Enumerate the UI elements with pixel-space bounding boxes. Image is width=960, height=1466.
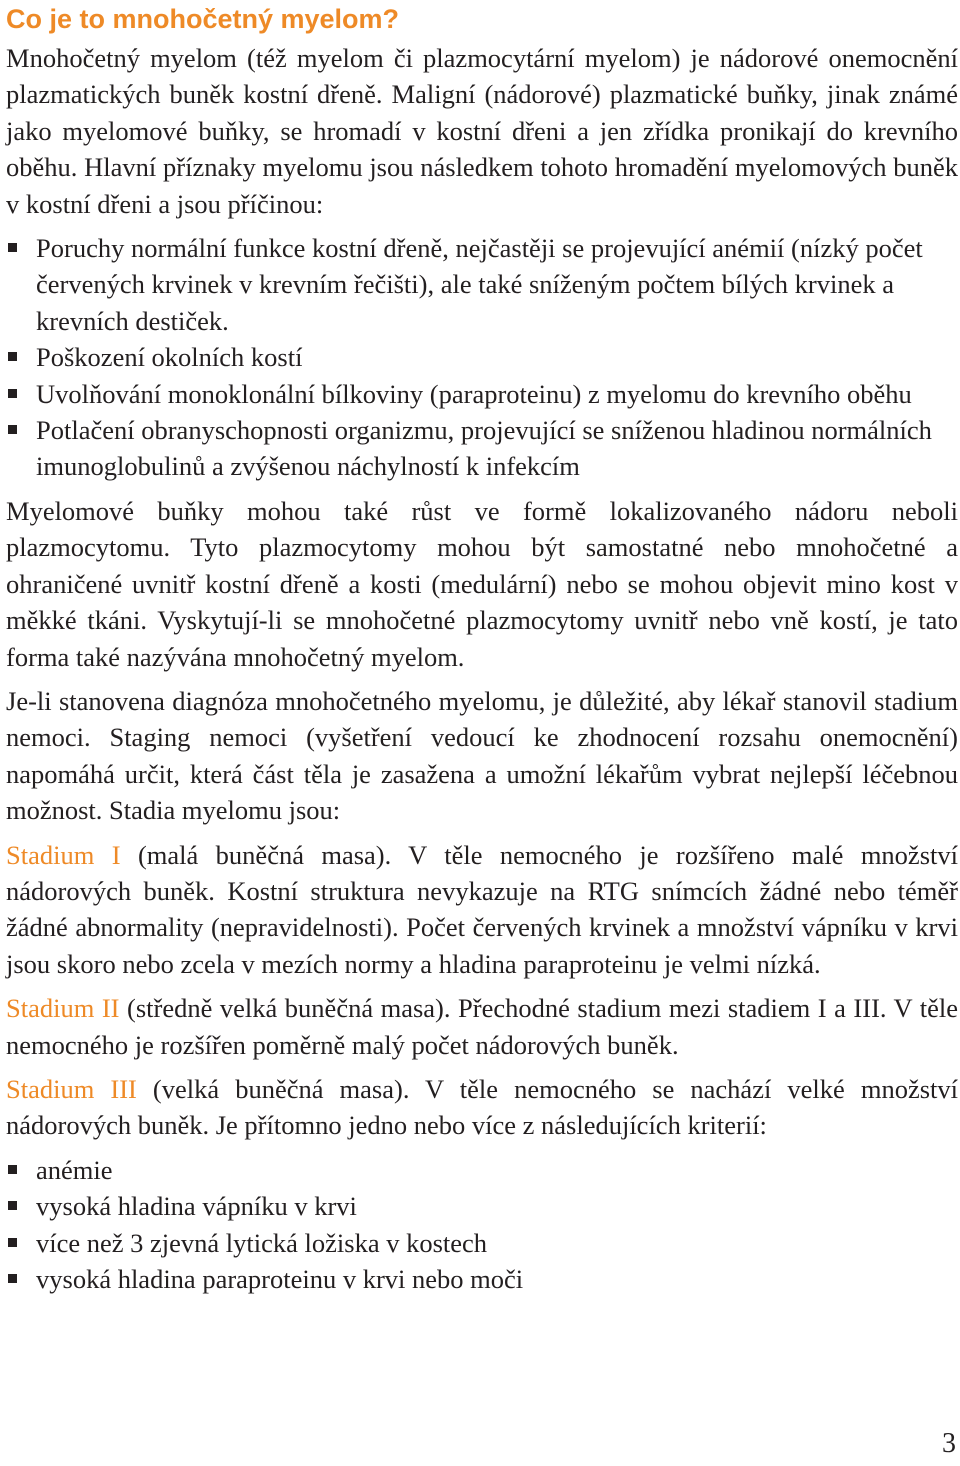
list-item: Poruchy normální funkce kostní dřeně, nejčastěji se projevující anémií (nízký počet červených krvinek v krevním řečišti), ale také sníženým počtem bílých krvinek a krevních destiček. xyxy=(6,230,958,339)
list-item: vysoká hladina paraproteinu v krvi nebo moči xyxy=(6,1261,958,1297)
list-item: Potlačení obranyschopnosti organizmu, projevující se sníženou hladinou normálních imunoglobulinů a zvýšenou náchylností k infekcím xyxy=(6,412,958,485)
intro-paragraph: Mnohočetný myelom (též myelom či plazmocytární myelom) je nádorové onemocnění plazmatických buněk kostní dřeně. Maligní (nádorové) plazmatické buňky, jinak známé jako myelomové buňky, se hromadí v kostní dřeni a jen zřídka pronikají do krevního oběhu. Hlavní příznaky myelomu jsou následkem tohoto hromadění myelomových buněk v kostní dřeni a jsou příčinou: xyxy=(6,43,958,219)
stage-1-label: Stadium I xyxy=(6,839,121,870)
staging-paragraph: Je-li stanovena diagnóza mnohočetného myelomu, je důležité, aby lékař stanovil stadium nemoci. Staging nemoci (vyšetření vedoucí ke zhodnocení rozsahu onemocnění) napomáhá určit, která část těla je zasažena a umožní lékařům vybrat nejlepší léčebnou možnost. Stadia myelomu jsou: xyxy=(6,685,958,826)
list-item: Uvolňování monoklonální bílkoviny (paraproteinu) z myelomu do krevního oběhu xyxy=(6,376,958,412)
stage-2-label: Stadium II xyxy=(6,993,120,1024)
page-title: Co je to mnohočetný myelom? xyxy=(6,4,400,34)
page-number: 3 xyxy=(942,1428,956,1459)
stage-2-text: (středně velká buněčná masa). Přechodné stadium mezi stadiem I a III. V těle nemocného je rozšířen poměrně malý počet nádorových buněk. xyxy=(6,993,958,1060)
stage-3-label: Stadium III xyxy=(6,1073,137,1104)
plasmacytoma-paragraph: Myelomové buňky mohou také růst ve formě lokalizovaného nádoru neboli plazmocytomu. Tyto plazmocytomy mohou být samostatné nebo mnohočetné a ohraničené uvnitř kostní dřeně a kosti (medulární) nebo se mohou objevit mino kost v měkké tkáni. Vyskytují-li se mnohočetné plazmocytomy uvnitř nebo vně kostí, je tato forma také nazývána mnohočetný myelom. xyxy=(6,495,958,672)
list-item: více než 3 zjevná lytická ložiska v kostech xyxy=(6,1225,958,1261)
list-item: vysoká hladina vápníku v krvi xyxy=(6,1188,958,1224)
stage-3-paragraph xyxy=(6,1071,958,1144)
list-item: Poškození okolních kostí xyxy=(6,339,958,375)
stage-1-paragraph xyxy=(6,837,958,983)
list-item: anémie xyxy=(6,1152,958,1188)
symptoms-list xyxy=(6,230,960,485)
criteria-list xyxy=(6,1152,960,1298)
stage-2-paragraph xyxy=(6,990,958,1063)
stage-1-text: (malá buněčná masa). V těle nemocného je rozšířeno malé množství nádorových buněk. Kostní struktura nevykazuje na RTG snímcích žádné nebo téměř žádné abnormality (nepravidelnosti). Počet červených krvinek a množství vápníku v krvi jsou skoro nebo zcela v mezích normy a hladina paraproteinu je velmi nízká. xyxy=(6,839,958,979)
stage-3-text: (velká buněčná masa). V těle nemocného se nachází velké množství nádorových buněk. Je přítomno jedno nebo více z následujících kriterií: xyxy=(6,1073,958,1141)
